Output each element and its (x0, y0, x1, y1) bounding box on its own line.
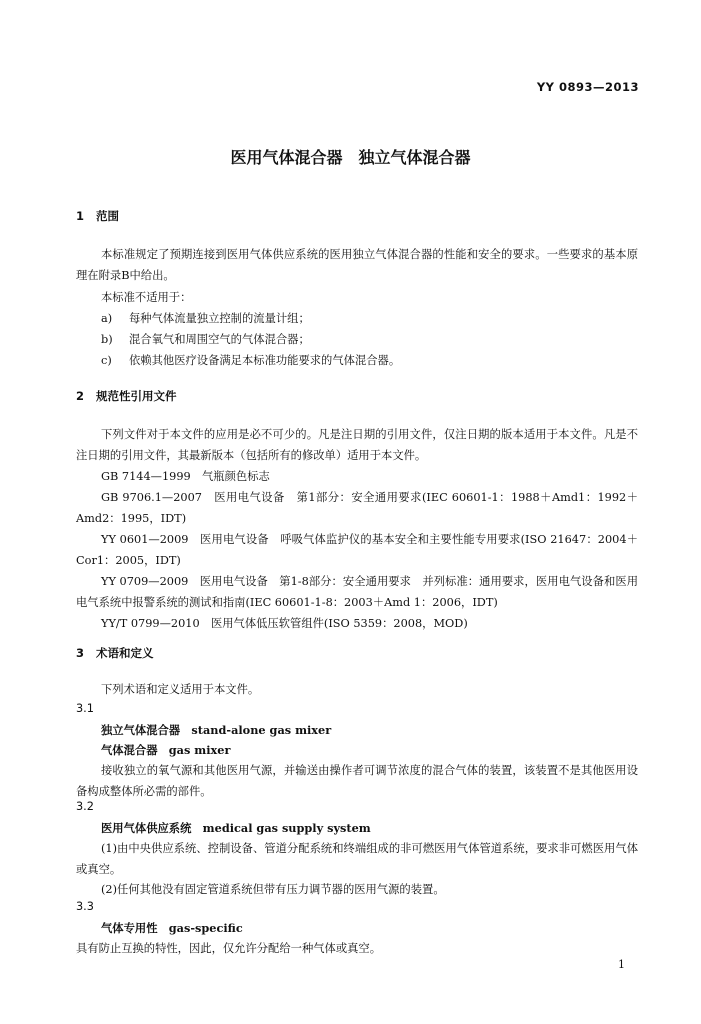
section-1-heading (76, 208, 119, 224)
term-definition: 具有防止互换的特性，因此，仅允许分配给一种气体或真空。 (76, 942, 382, 955)
term-definition: (1)由中央供应系统、控制设备、管道分配系统和终端组成的非可燃医用气体管道系统，要求非可燃医用气体或真空。 (76, 842, 638, 876)
list-item-text: 依赖其他医疗设备满足本标准功能要求的气体混合器。 (129, 354, 401, 367)
section-2-heading (76, 388, 177, 404)
term-name: 医用气体供应系统 medical gas supply system (101, 821, 371, 835)
page-number: 1 (618, 958, 625, 971)
list-item (101, 331, 310, 347)
reference-item: GB 9706.1—2007 医用电气设备 第1部分：安全通用要求(IEC 60601-1：1988＋Amd1：1992＋Amd2：1995，IDT) (76, 491, 638, 525)
list-item-label: c) (101, 354, 112, 367)
terms-intro: 下列术语和定义适用于本文件。 (101, 683, 260, 696)
scope-exclusion-intro: 本标准不适用于： (101, 291, 192, 304)
section-3-heading (76, 645, 154, 661)
list-item (101, 310, 310, 326)
term-synonym: 气体混合器 gas mixer (101, 743, 231, 757)
standard-code: YY 0893—2013 (536, 80, 639, 94)
section-title: 规范性引用文件 (96, 389, 177, 403)
list-item (101, 352, 400, 368)
reference-item: YY/T 0799—2010 医用气体低压软管组件(ISO 5359：2008，MOD) (101, 617, 468, 630)
section-title: 范围 (96, 209, 119, 223)
list-item-label: b) (101, 333, 113, 346)
term-name: 独立气体混合器 stand-alone gas mixer (101, 723, 332, 737)
reference-item: YY 0601—2009 医用电气设备 呼吸气体监护仪的基本安全和主要性能专用要求(ISO 21647：2004＋Cor1：2005，IDT) (76, 533, 638, 567)
term-number: 3.1 (76, 702, 94, 715)
section-number: 2 (76, 389, 85, 403)
section-title: 术语和定义 (96, 646, 154, 660)
term-number: 3.3 (76, 900, 94, 913)
list-item-label: a) (101, 312, 113, 325)
term-number: 3.2 (76, 800, 94, 813)
section-number: 1 (76, 209, 85, 223)
references-intro: 下列文件对于本文件的应用是必不可少的。凡是注日期的引用文件，仅注日期的版本适用于本文件。凡是不注日期的引用文件，其最新版本（包括所有的修改单）适用于本文件。 (76, 428, 638, 462)
section-number: 3 (76, 646, 85, 660)
document-title: 医用气体混合器 独立气体混合器 (230, 148, 471, 167)
reference-item: YY 0709—2009 医用电气设备 第1-8部分：安全通用要求 并列标准：通用要求，医用电气设备和医用电气系统中报警系统的测试和指南(IEC 60601-1-8：2003＋Amd 1：2006，IDT) (76, 575, 638, 609)
list-item-text: 混合氧气和周围空气的气体混合器； (129, 333, 310, 346)
list-item-text: 每种气体流量独立控制的流量计组； (129, 312, 310, 325)
scope-paragraph: 本标准规定了预期连接到医用气体供应系统的医用独立气体混合器的性能和安全的要求。一些要求的基本原理在附录B中给出。 (76, 248, 638, 282)
reference-item: GB 7144—1999 气瓶颜色标志 (101, 470, 270, 483)
term-definition: 接收独立的氧气源和其他医用气源，并输送由操作者可调节浓度的混合气体的装置，该装置不是其他医用设备构成整体所必需的部件。 (76, 764, 638, 798)
term-definition: (2)任何其他没有固定管道系统但带有压力调节器的医用气源的装置。 (101, 883, 445, 896)
term-name: 气体专用性 gas-specific (101, 921, 243, 935)
